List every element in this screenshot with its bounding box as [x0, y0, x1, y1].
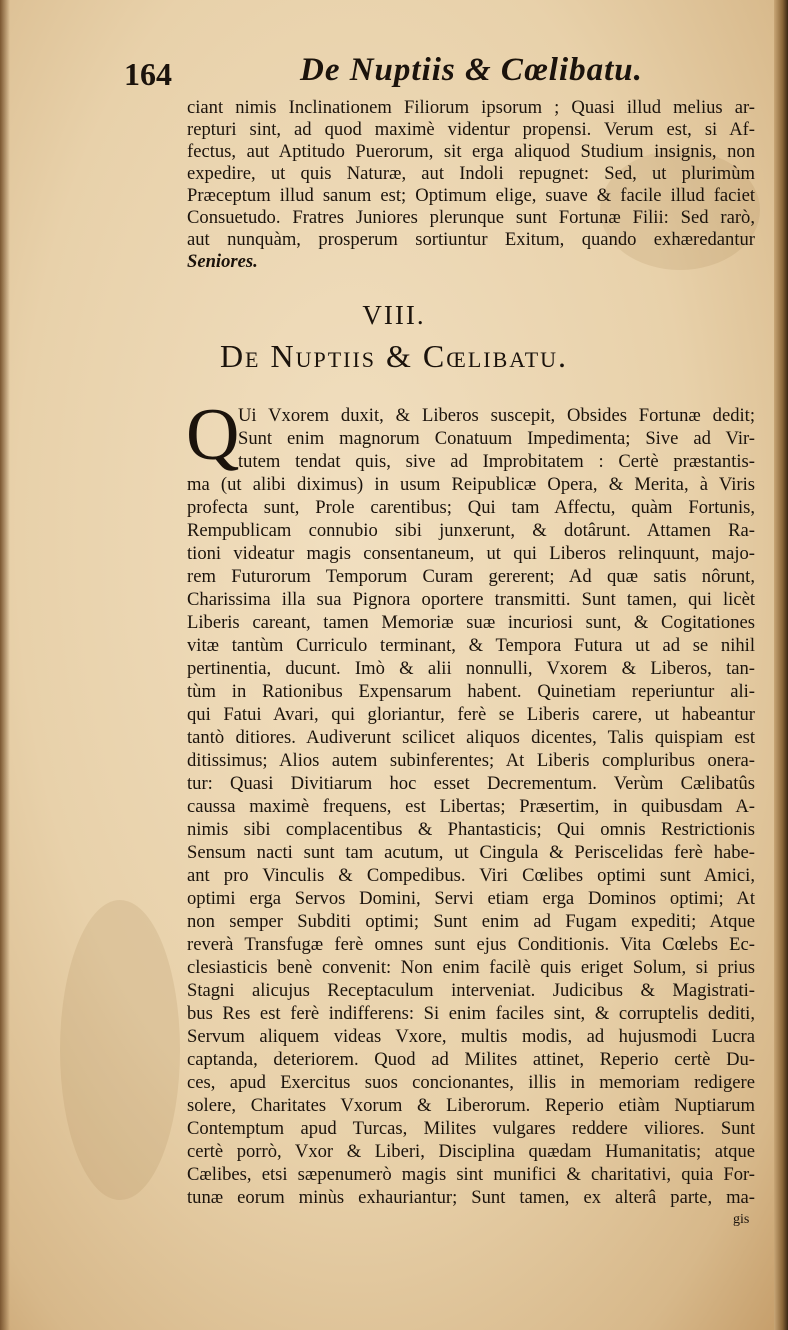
page-number: 164	[124, 56, 172, 92]
page-edge-shadow	[774, 0, 788, 1330]
text-line: optimi erga Servos Domini, Servi etiam erga Dominos optimi; At	[187, 888, 755, 909]
paper-stain	[60, 900, 180, 1200]
text-line: Servum aliquem videas Vxore, multis modis, ad hujusmodi Lucra	[187, 1026, 755, 1047]
section-number: VIII.	[362, 300, 426, 330]
text-line: Liberis careant, tamen Memoriæ suæ incuriosi sunt, & Cogitationes	[187, 612, 755, 633]
section-title: De Nuptiis & Cœlibatu.	[219, 338, 569, 374]
text-line: Seniores.	[187, 251, 258, 272]
text-line: ant pro Vinculis & Compedibus. Viri Cœlibes optimi sunt Amici,	[187, 865, 755, 886]
text-line: tunæ eorum minùs exhauriantur; Sunt tamen, ex alterâ parte, ma-	[187, 1187, 755, 1208]
text-line: ma (ut alibi diximus) in usum Reipublicæ Opera, & Merita, à Viris	[187, 474, 755, 495]
text-line: Ui Vxorem duxit, & Liberos suscepit, Obsides Fortunæ dedit;	[238, 405, 755, 426]
text-line: fectus, aut Aptitudo Puerorum, sit erga aliquod Studium insignis, non	[187, 141, 755, 162]
text-line: aut nunquàm, prosperum sortiuntur Exitum, quando exhæredantur	[187, 229, 755, 250]
text-line: ces, apud Exercitus suos concionantes, illis in memoriam redigere	[187, 1072, 755, 1093]
text-line: rem Futurorum Temporum Curam gererent; Ad quæ satis nôrunt,	[187, 566, 755, 587]
text-line: Sensum nacti sunt tam acutum, ut Cingula & Periscelidas ferè habe-	[187, 842, 755, 863]
text-line: qui Fatui Avari, qui gloriantur, ferè se Liberis carere, ut habeantur	[187, 704, 755, 725]
text-line: profecta sunt, Prole carentibus; Qui tam Affectu, quàm Fortunis,	[187, 497, 755, 518]
text-line: expedire, ut quis Naturæ, aut Indoli repugnet: Sed, ut plurimùm	[187, 163, 755, 184]
text-line: clesiasticis benè convenit: Non enim facilè quis eriget Solum, si prius	[187, 957, 755, 978]
text-line: caussa maximè frequens, est Libertas; Præsertim, in quibusdam A-	[187, 796, 755, 817]
text-line: ciant nimis Inclinationem Filiorum ipsorum ; Quasi illud melius ar-	[187, 97, 755, 118]
text-line: nimis sibi complacentibus & Phantasticis; Qui omnis Restrictionis	[187, 819, 755, 840]
text-line: Charissima illa sua Pignora oportere transmitti. Sunt tamen, qui licèt	[187, 589, 755, 610]
text-line: tur: Quasi Divitiarum hoc esset Decrementum. Verùm Cælibatûs	[187, 773, 755, 794]
text-line: Contemptum apud Turcas, Milites vulgares reddere viliores. Sunt	[187, 1118, 755, 1139]
text-line: solere, Charitates Vxorum & Liberorum. Reperio etiàm Nuptiarum	[187, 1095, 755, 1116]
page-gutter-shadow	[0, 0, 10, 1330]
text-line: captanda, deteriorem. Quod ad Milites attinet, Reperio certè Du-	[187, 1049, 755, 1070]
catchword: gis	[733, 1212, 750, 1227]
running-title: De Nuptiis & Cœlibatu.	[300, 52, 643, 88]
text-line: tùm in Rationibus Expensarum habent. Quinetiam reperiuntur ali-	[187, 681, 755, 702]
text-line: Rempublicam connubio sibi junxerunt, & dotârunt. Attamen Ra-	[187, 520, 755, 541]
text-line: Præceptum illud sanum est; Optimum elige, suave & facile illud faciet	[187, 185, 755, 206]
text-line: certè porrò, Vxor & Liberi, Disciplina quædam Humanitatis; atque	[187, 1141, 755, 1162]
text-line: tutem tendat quis, sive ad Improbitatem : Certè præstantis-	[238, 451, 755, 472]
text-line: tantò ditiores. Audiverunt scilicet aliquos dicentes, Talis quispiam est	[187, 727, 755, 748]
text-line: vitæ tantùm Curriculo terminant, & Tempora Futura ut ad se nihil	[187, 635, 755, 656]
text-line: reverà Transfugæ ferè omnes sunt ejus Conditionis. Vita Cœlebs Ec-	[187, 934, 755, 955]
text-line: tioni videatur magis consentaneum, ut qui Liberos relinquunt, majo-	[187, 543, 755, 564]
text-line: Stagni alicujus Receptaculum interveniat. Judicibus & Magistrati-	[187, 980, 755, 1001]
text-line: Cælibes, etsi sæpenumerò magis sint munifici & charitativi, quia For-	[187, 1164, 755, 1185]
text-line: ditissimus; Alios autem subinferentes; At Liberis compluribus onera-	[187, 750, 755, 771]
text-line: bus Res est ferè indifferens: Si enim faciles sint, & corruptelis dediti,	[187, 1003, 755, 1024]
text-line: Sunt enim magnorum Conatuum Impedimenta; Sive ad Vir-	[238, 428, 755, 449]
text-line: Consuetudo. Fratres Juniores plerunque sunt Fortunæ Filii: Sed rarò,	[187, 207, 755, 228]
text-line: repturi sint, ad quod maximè videntur propensi. Verum est, si Af-	[187, 119, 755, 140]
text-line: non semper Subditi optimi; Sunt enim ad Fugam expediti; Atque	[187, 911, 755, 932]
text-line: pertinentia, ducunt. Imò & alii nonnulli, Vxorem & Liberos, tan-	[187, 658, 755, 679]
drop-capital: Q	[186, 394, 240, 476]
